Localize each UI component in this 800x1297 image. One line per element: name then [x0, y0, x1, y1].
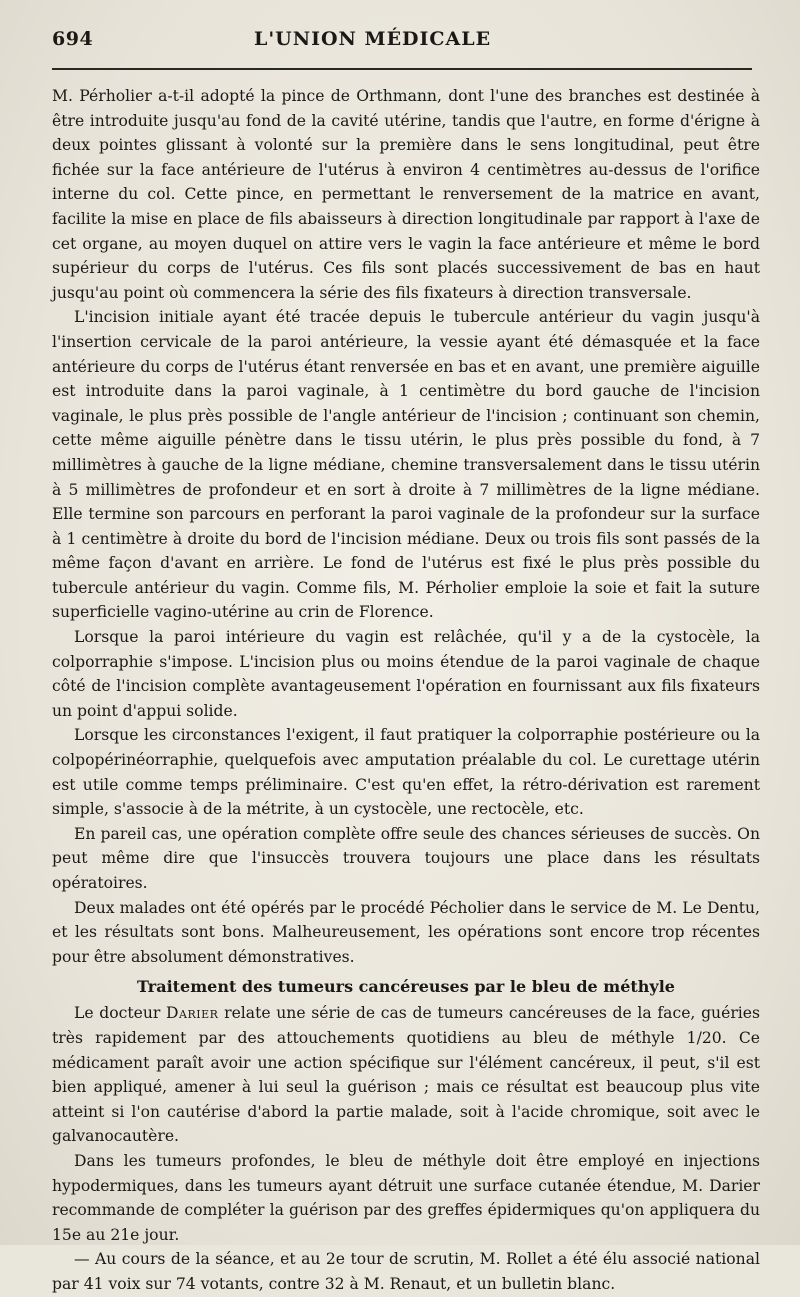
- page-header: [52, 28, 760, 62]
- paragraph: Lorsque la paroi intérieure du vagin est relâchée, qu'il y a de la cystocèle, la colporraphie s'impose. L'incision plus ou moins étendue de la paroi vaginale de chaque côté de l'incision complète avantageusement l'opération en fournissant aux fils fixateurs un point d'appui solide.: [52, 628, 760, 720]
- paragraph: Lorsque les circonstances l'exigent, il faut pratiquer la colporraphie postérieure ou la colpopérinéorraphie, quelquefois avec amputation préalable du col. Le curettage utérin est utile comme temps préliminaire. C'est qu'en effet, la rétro-dérivation est rarement simple, s'associe à de la métrite, à un cystocèle, une rectocèle, etc.: [52, 726, 760, 819]
- section-heading: Traitement des tumeurs cancéreuses par le bleu de méthyle: [137, 977, 675, 997]
- running-title: L'UNION MÉDICALE: [254, 28, 492, 50]
- paragraph: En pareil cas, une opération complète offre seule des chances sérieuses de succès. On peut même dire que l'insuccès trouvera toujours une place dans les résultats opératoires.: [52, 824, 760, 892]
- page-number: 694: [52, 28, 94, 50]
- paragraph: M. Pérholier a-t-il adopté la pince de Orthmann, dont l'une des branches est destinée à être introduite jusqu'au fond de la cavité utérine, tandis que l'autre, en forme d'érigne à deux pointes glissant à volonté sur la première dans le sens longitudinal, peut être fichée sur la face antérieure de l'utérus à environ 4 centimètres au-dessus de l'orifice interne du col. Cette pince, en permettant le renversement de la matrice en avant, facilite la mise en place de fils abaisseurs à direction longitudinale par rapport à l'axe de cet organe, au moyen duquel on attire vers le vagin la face antérieure et même le bord supérieur du corps de l'utérus. Ces fils sont placés successivement de bas en haut jusqu'au point où commencera la série des fils fixateurs à direction transversale.: [52, 87, 760, 302]
- paragraph: Dans les tumeurs profondes, le bleu de méthyle doit être employé en injections hypodermiques, dans les tumeurs ayant détruit une surface cutanée étendue, M. Darier recommande de compléter la guérison par des greffes épidermiques qu'on appliquera du 15e au 21e jour.: [52, 1151, 760, 1244]
- text-run: relate une série de cas de tumeurs cancéreuses de la face, guéries très rapidement par des attouchements quotidiens au bleu de méthyle 1/20. Ce médicament paraît avoir une action spécifique sur l'élément cancéreux, il peut, s'il est bien appliqué, amener à lui seul la guérison ; mais ce résultat est beaucoup plus vite atteint si l'on cautérise d'abord la partie malade, soit à l'acide chromique, soit avec le galvanocautère.: [52, 1004, 760, 1146]
- paragraph: Deux malades ont été opérés par le procédé Pécholier dans le service de M. Le Dentu, et les résultats sont bons. Malheureusement, les opérations sont encore trop récentes pour être absolument démonstratives.: [52, 898, 760, 966]
- text-run: Le docteur: [74, 1004, 167, 1023]
- author-name: Darier: [166, 1004, 219, 1023]
- announcement: — Au cours de la séance, et au 2e tour de scrutin, M. Rollet a été élu associé national par 41 voix sur 74 votants, contre 32 à M. Renaut, et un bulletin blanc.: [52, 1250, 760, 1293]
- article-body: [52, 84, 760, 1297]
- header-rule: [52, 68, 752, 70]
- paragraph: [52, 1001, 760, 1149]
- paragraph: L'incision initiale ayant été tracée depuis le tubercule antérieur du vagin jusqu'à l'insertion cervicale de la paroi antérieure, la vessie ayant été démasquée et la face antérieure du corps de l'utérus étant renversée en bas et en avant, une première aiguille est introduite dans la paroi vaginale, à 1 centimètre du bord gauche de l'incision vaginale, le plus près possible de l'angle antérieur de l'incision ; continuant son chemin, cette même aiguille pénètre dans le tissu utérin, le plus près possible du fond, à 7 millimètres à gauche de la ligne médiane, chemine transversalement dans le tissu utérin à 5 millimètres de profondeur et en sort à droite à 7 millimètres de la ligne médiane. Elle termine son parcours en perforant la paroi vaginale de la profondeur sur la surface à 1 centimètre à droite du bord de l'incision médiane. Deux ou trois fils sont passés de la même façon d'avant en arrière. Le fond de l'utérus est fixé le plus près possible du tubercule antérieur du vagin. Comme fils, M. Pérholier emploie la soie et fait la suture superficielle vagino-utérine au crin de Florence.: [52, 308, 760, 622]
